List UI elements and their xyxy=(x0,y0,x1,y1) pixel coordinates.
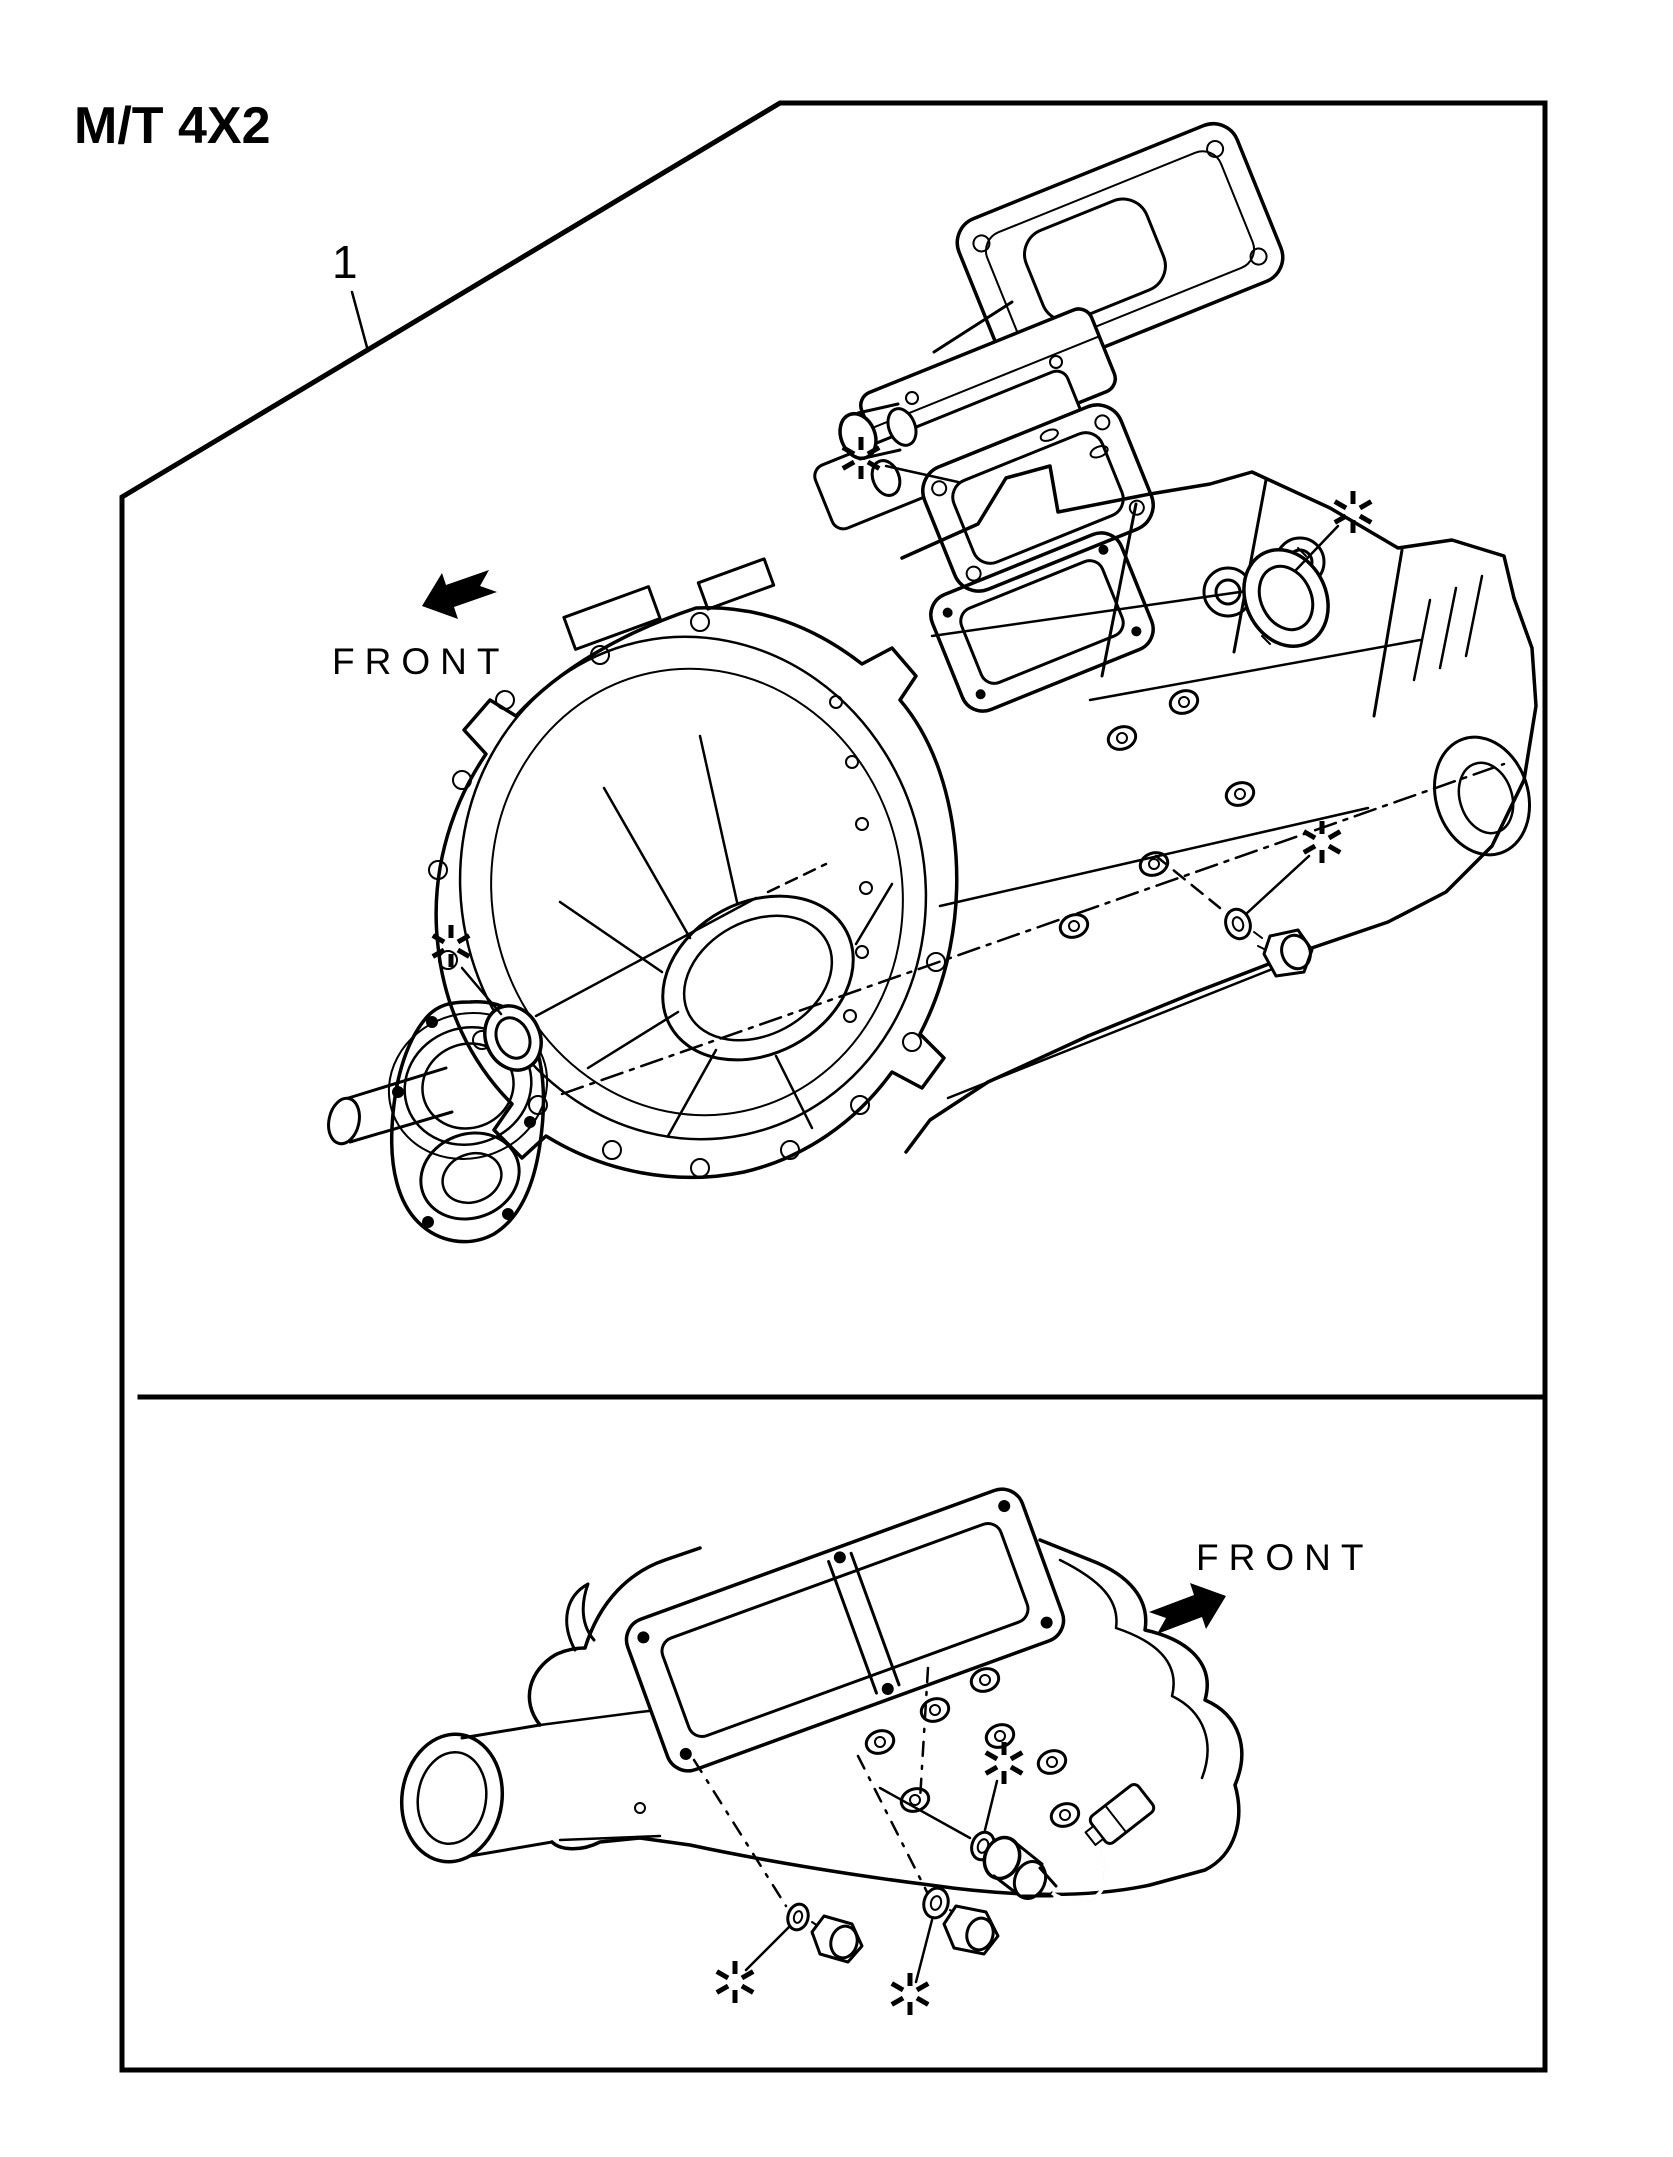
drain-plug-upper xyxy=(1156,821,1340,976)
assembly-callout-leader xyxy=(352,292,368,351)
asterisk-marker xyxy=(892,1973,928,2015)
front-arrow-lower-icon xyxy=(1149,1583,1226,1634)
drain-plug-left xyxy=(717,1902,862,2003)
asterisk-marker xyxy=(986,1742,1022,1784)
page-title: M/T 4X2 xyxy=(74,97,271,155)
upper-view-transmission-assembly xyxy=(325,116,1545,1242)
panel-border xyxy=(122,103,1545,2070)
asterisk-marker xyxy=(1335,491,1371,533)
lower-view-transmission-rear xyxy=(394,1483,1374,2015)
switch-connector xyxy=(1080,1782,1156,1852)
front-label-lower: FRONT xyxy=(1196,1537,1374,1578)
transmission-case xyxy=(562,466,1544,1152)
drain-plug-right xyxy=(892,1885,998,2015)
front-arrow-upper-icon xyxy=(422,570,497,619)
front-label-upper: FRONT xyxy=(332,641,510,682)
assembly-callout-label: 1 xyxy=(332,236,358,288)
rear-oil-seal xyxy=(1228,491,1371,660)
